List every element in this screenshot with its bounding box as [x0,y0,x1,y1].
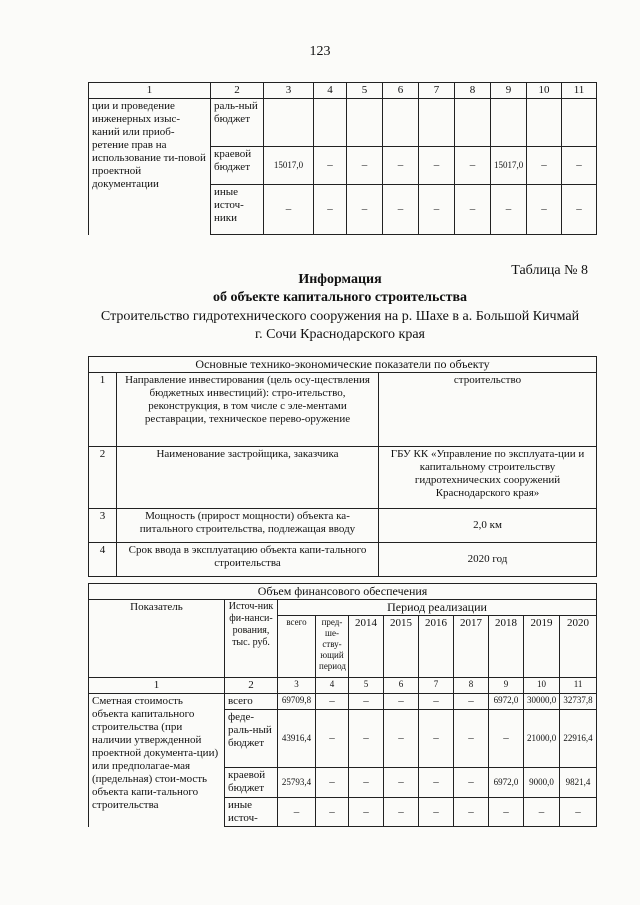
param-value: строительство [379,373,597,447]
value-cell: – [489,710,524,768]
number-cell: 6 [384,678,419,694]
value-cell: – [562,147,597,185]
finance-header: Объем финансового обеспечения [89,584,597,600]
number-cell: 9 [489,678,524,694]
number-cell: 4 [316,678,349,694]
number-cell: 11 [560,678,597,694]
indicator-cell: Сметная стоимость объекта капитального строительства (при наличии утвержденной проектной документа-ции) или предполагае-мая (предельная) стои-мость объекта капи-тального строительства [89,694,225,827]
finance-numbers-row [89,678,597,694]
header-cell: 10 [527,83,562,99]
col-total: всего [278,616,316,678]
value-cell: 15017,0 [491,147,527,185]
number-cell: 5 [349,678,384,694]
number-cell: 10 [524,678,560,694]
finance-header-row [89,584,597,600]
value-cell: 6972,0 [489,768,524,798]
value-cell: – [419,798,454,827]
table-row [89,694,597,710]
year-cell: 2014 [349,616,384,678]
value-cell: – [314,147,347,185]
col-period: Период реализации [278,600,597,616]
value-cell: – [349,798,384,827]
header-cell: 1 [89,83,211,99]
value-cell: – [454,694,489,710]
row-number: 2 [89,447,117,509]
value-cell: – [316,694,349,710]
value-cell: – [527,185,562,235]
year-cell: 2020 [560,616,597,678]
value-cell: – [419,147,455,185]
source-cell: иные источ-ники [211,185,264,235]
source-cell: феде-раль-ный бюджет [225,710,278,768]
value-cell: 21000,0 [524,710,560,768]
col-source: Источ-ник фи-нанси-рования, тыс. руб. [225,600,278,678]
value-cell: – [489,798,524,827]
value-cell: 69709,8 [278,694,316,710]
year-cell: 2018 [489,616,524,678]
number-cell: 1 [89,678,225,694]
value-cell: – [454,710,489,768]
param-value: 2,0 км [379,509,597,543]
table-label: Таблица № 8 [511,263,588,278]
header-cell: 11 [562,83,597,99]
header-cell: 7 [419,83,455,99]
value-cell: 9000,0 [524,768,560,798]
top-table-header [89,83,597,99]
year-cell: 2017 [454,616,489,678]
value-cell: – [278,798,316,827]
year-cell: 2019 [524,616,560,678]
param-value: ГБУ КК «Управление по эксплуата-ции и капитальному строительству гидротехнических сооружений Краснодарского края» [379,447,597,509]
source-cell: краевой бюджет [211,147,264,185]
year-cell: 2015 [384,616,419,678]
value-cell: – [454,798,489,827]
value-cell: – [455,185,491,235]
value-cell: – [349,694,384,710]
indicator-cell: ции и проведение инженерных изыс-каний или приоб-ретение прав на использование ти-повой проектной документации [89,99,211,235]
value-cell: – [384,768,419,798]
params-table [88,356,597,577]
header-cell: 3 [264,83,314,99]
value-cell: 30000,0 [524,694,560,710]
value-cell: – [349,710,384,768]
value-cell: 32737,8 [560,694,597,710]
table-row [89,373,597,447]
value-cell: – [383,185,419,235]
finance-subheader-row [89,600,597,616]
number-cell: 3 [278,678,316,694]
value-cell: – [383,147,419,185]
header-cell: 5 [347,83,383,99]
value-cell: – [349,768,384,798]
top-table [88,82,597,235]
param-name: Наименование застройщика, заказчика [117,447,379,509]
param-name: Срок ввода в эксплуатацию объекта капи-тального строительства [117,543,379,577]
number-cell: 2 [225,678,278,694]
header-cell: 4 [314,83,347,99]
param-name: Мощность (прирост мощности) объекта ка-питального строительства, подлежащая вводу [117,509,379,543]
value-cell: 43916,4 [278,710,316,768]
finance-table [88,583,597,827]
value-cell: – [524,798,560,827]
row-number: 3 [89,509,117,543]
object-name: Строительство гидротехнического сооружения на р. Шахе в а. Большой Кичмай г. Сочи Краснодарского края [100,309,580,342]
value-cell: – [491,185,527,235]
header-cell: 6 [383,83,419,99]
value-cell: – [347,147,383,185]
params-header-row [89,357,597,373]
value-cell: – [560,798,597,827]
value-cell: – [562,185,597,235]
value-cell: – [454,768,489,798]
value-cell: – [316,710,349,768]
value-cell: – [527,147,562,185]
table-row [89,99,597,147]
table-row [89,509,597,543]
title-line-2: об объекте капитального строительства [212,290,468,305]
source-cell: раль-ный бюджет [211,99,264,147]
value-cell: – [384,694,419,710]
value-cell: 9821,4 [560,768,597,798]
number-cell: 7 [419,678,454,694]
value-cell: – [264,185,314,235]
header-cell: 8 [455,83,491,99]
value-cell: – [384,710,419,768]
value-cell: – [316,768,349,798]
value-cell: 6972,0 [489,694,524,710]
col-previous: пред-ше-ству-ющий период [316,616,349,678]
param-value: 2020 год [379,543,597,577]
value-cell: 25793,4 [278,768,316,798]
param-name: Направление инвестирования (цель осу-ществления бюджетных инвестиций): стро-ительство, реконструкция, в том числе с эле-ментами реставрации, техническое перево-оружение [117,373,379,447]
col-indicator: Показатель [89,600,225,678]
year-cell: 2016 [419,616,454,678]
header-cell: 9 [491,83,527,99]
title-line-1: Информация [298,272,382,287]
value-cell: 15017,0 [264,147,314,185]
value-cell: 22916,4 [560,710,597,768]
page-number: 123 [309,44,331,59]
value-cell: – [419,185,455,235]
source-cell: всего [225,694,278,710]
value-cell: – [314,185,347,235]
row-number: 4 [89,543,117,577]
value-cell: – [316,798,349,827]
value-cell: – [419,710,454,768]
number-cell: 8 [454,678,489,694]
value-cell: – [419,768,454,798]
row-number: 1 [89,373,117,447]
source-cell: иные источ- [225,798,278,827]
source-cell: краевой бюджет [225,768,278,798]
params-header: Основные технико-экономические показатели по объекту [89,357,597,373]
header-cell: 2 [211,83,264,99]
value-cell: – [419,694,454,710]
value-cell: – [347,185,383,235]
table-row [89,543,597,577]
table-row [89,447,597,509]
value-cell: – [384,798,419,827]
value-cell: – [455,147,491,185]
